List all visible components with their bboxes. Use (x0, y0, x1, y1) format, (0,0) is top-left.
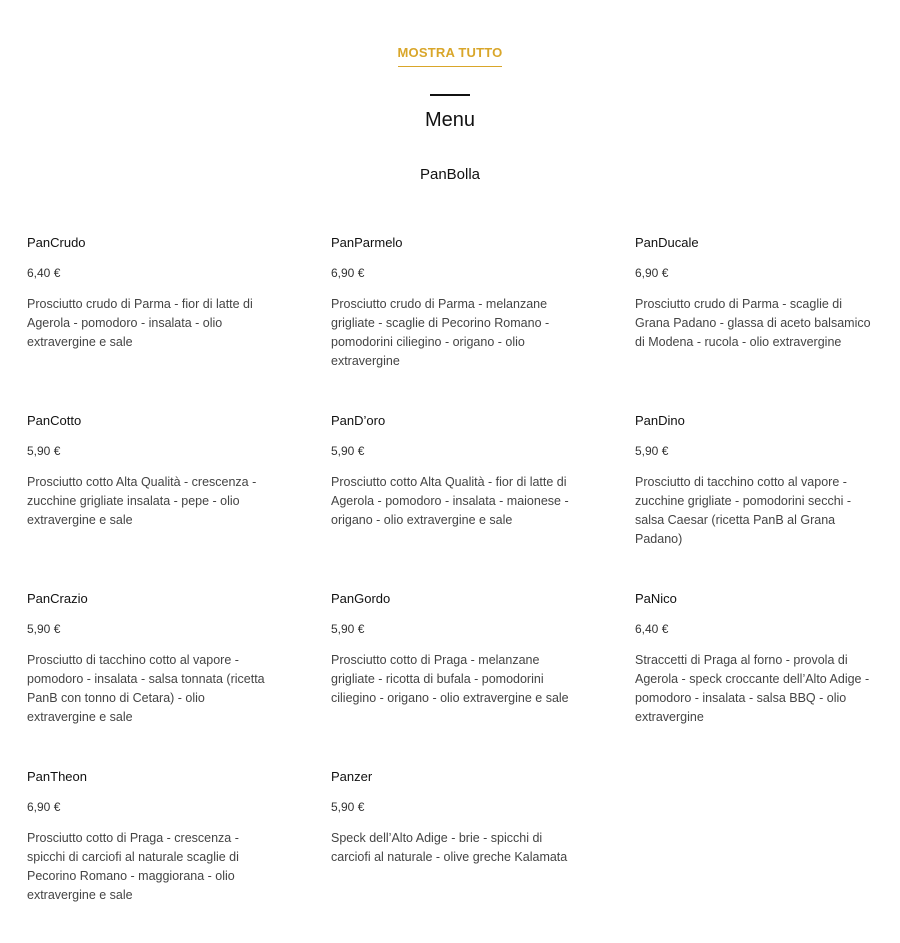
menu-item-price: 5,90 € (635, 444, 669, 458)
menu-item-name: PanCotto (27, 413, 82, 428)
menu-item (635, 230, 897, 408)
menu-item-description: Prosciutto cotto di Praga - crescenza - spicchi di carciofi al naturale scaglie di Pecorino Romano - maggiorana - olio extravergine e sale (27, 831, 239, 902)
menu-item (331, 586, 635, 764)
menu-item-price: 5,90 € (27, 622, 61, 636)
menu-item-price: 6,90 € (331, 266, 365, 280)
menu-item-name: PanD’oro (331, 413, 386, 428)
menu-item-name: Panzer (331, 769, 373, 784)
menu-item-name: PanDucale (635, 235, 699, 250)
menu-item-description: Prosciutto cotto di Praga - melanzane grigliate - ricotta di bufala - pomodorini ciliegino - origano - olio extravergine e sale (331, 653, 569, 705)
menu-item-description: Prosciutto cotto Alta Qualità - fior di latte di Agerola - pomodoro - insalata - maionese - origano - olio extravergine e sale (331, 475, 569, 527)
menu-item (331, 764, 635, 942)
title-divider (430, 94, 470, 96)
menu-item (27, 408, 331, 586)
menu-item-price: 5,90 € (331, 622, 365, 636)
menu-item-description: Prosciutto cotto Alta Qualità - crescenza - zucchine grigliate insalata - pepe - olio extravergine e sale (27, 475, 257, 527)
menu-item-description: Prosciutto crudo di Parma - fior di latte di Agerola - pomodoro - insalata - olio extravergine e sale (27, 297, 253, 349)
menu-item-name: PaNico (635, 591, 677, 606)
menu-item-description: Prosciutto di tacchino cotto al vapore - zucchine grigliate - pomodorini secchi - salsa Caesar (ricetta PanB al Grana Padano) (635, 475, 852, 546)
menu-item-price: 6,90 € (635, 266, 669, 280)
menu-item-price: 5,90 € (27, 444, 61, 458)
menu-item (27, 764, 331, 942)
show-all-link[interactable]: MOSTRA TUTTO (398, 45, 503, 67)
menu-item-name: PanParmelo (331, 235, 403, 250)
menu-item-description: Straccetti di Praga al forno - provola di Agerola - speck croccante dell’Alto Adige - pomodoro - insalata - salsa BBQ - olio extravergine (635, 653, 870, 724)
page-title: Menu (424, 109, 476, 131)
menu-item-name: PanCrudo (27, 235, 86, 250)
menu-item (635, 408, 897, 586)
menu-item-name: PanTheon (27, 769, 87, 784)
menu-item-price: 6,40 € (635, 622, 669, 636)
menu-item-description: Prosciutto crudo di Parma - scaglie di Grana Padano - glassa di aceto balsamico di Modena - rucola - olio extravergine (635, 297, 871, 349)
menu-item-price: 5,90 € (331, 800, 365, 814)
menu-item (635, 586, 897, 764)
menu-item (331, 230, 635, 408)
menu-items-grid (27, 230, 897, 942)
category-title: PanBolla (419, 166, 481, 183)
menu-item-description: Prosciutto crudo di Parma - melanzane grigliate - scaglie di Pecorino Romano - pomodorini ciliegino - origano - olio extravergine (331, 297, 550, 368)
menu-item-description: Prosciutto di tacchino cotto al vapore - pomodoro - insalata - salsa tonnata (ricetta PanB con tonno di Cetara) - olio extravergine e sale (27, 653, 265, 724)
menu-item-price: 6,90 € (27, 800, 61, 814)
menu-item (27, 586, 331, 764)
filter-bar (0, 44, 900, 67)
menu-item-price: 5,90 € (331, 444, 365, 458)
menu-item-name: PanDino (635, 413, 685, 428)
menu-item-name: PanCrazio (27, 591, 88, 606)
menu-item-name: PanGordo (331, 591, 391, 606)
menu-item (27, 230, 331, 408)
menu-item (331, 408, 635, 586)
menu-item-price: 6,40 € (27, 266, 61, 280)
menu-item-description: Speck dell’Alto Adige - brie - spicchi di carciofi al naturale - olive greche Kalamata (331, 831, 568, 864)
